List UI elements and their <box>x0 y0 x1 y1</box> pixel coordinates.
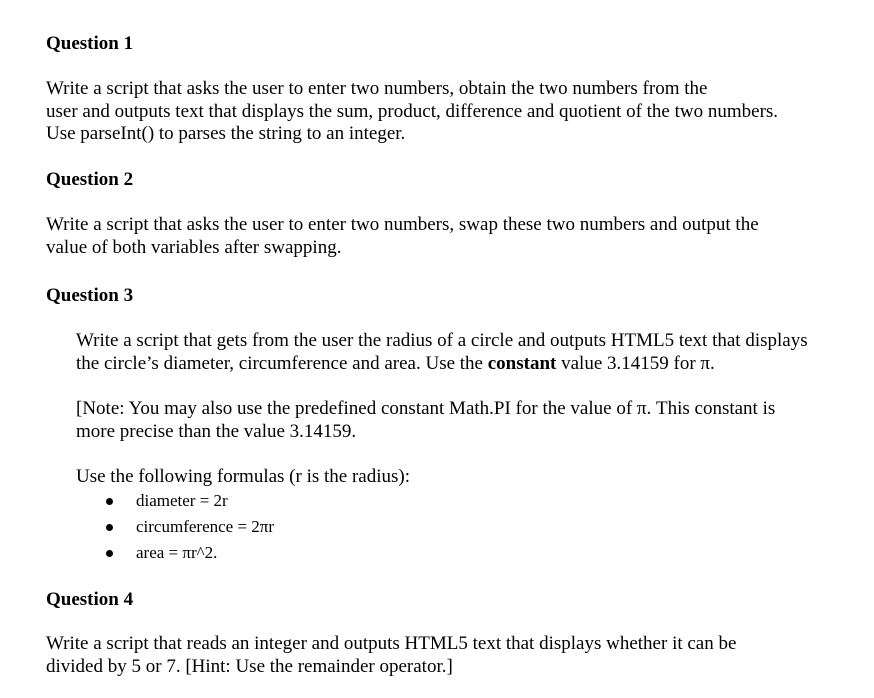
formula-text: diameter = 2r <box>136 491 228 510</box>
question-3-note-line-2: more precise than the value 3.14159. <box>76 420 357 442</box>
question-3-intro <box>76 330 808 375</box>
formula-text: area = πr^2. <box>136 543 218 562</box>
question-3-intro-text-before: the circle’s diameter, circumference and area. Use the <box>76 352 488 374</box>
formula-list <box>106 490 274 568</box>
question-2-line-1: Write a script that asks the user to enter two numbers, swap these two numbers and output the <box>46 214 759 235</box>
bullet-icon <box>106 498 113 505</box>
formula-item-area <box>106 542 274 568</box>
formula-item-diameter <box>106 490 274 516</box>
formula-item-circumference <box>106 516 274 542</box>
question-3-intro-line-2 <box>76 353 808 376</box>
question-1-heading: Question 1 <box>46 33 134 54</box>
bullet-icon <box>106 524 113 531</box>
formula-text: circumference = 2πr <box>136 517 275 536</box>
question-3-formulas-intro <box>76 466 410 489</box>
question-2-heading: Question 2 <box>46 169 134 190</box>
formulas-intro-line: Use the following formulas (r is the radius): <box>76 466 411 487</box>
bullet-icon <box>106 550 113 557</box>
question-3-heading: Question 3 <box>46 285 134 306</box>
question-1-text <box>46 78 778 146</box>
question-3-intro-line-1: Write a script that gets from the user the radius of a circle and outputs HTML5 text that displays <box>76 330 808 351</box>
question-1-line-1: Write a script that asks the user to enter two numbers, obtain the two numbers from the <box>46 78 708 99</box>
question-1-line-2: user and outputs text that displays the sum, product, difference and quotient of the two numbers. <box>46 100 779 122</box>
question-3-note <box>76 398 775 443</box>
question-3-intro-text-after: value 3.14159 for π. <box>556 352 715 374</box>
question-1-line-3: Use parseInt() to parses the string to an integer. <box>46 123 406 144</box>
question-2-text <box>46 214 759 259</box>
question-4-line-2: divided by 5 or 7. [Hint: Use the remainder operator.] <box>46 655 453 677</box>
question-4-text <box>46 633 736 678</box>
question-3-note-line-1: [Note: You may also use the predefined constant Math.PI for the value of π. This constant is <box>76 398 776 419</box>
question-4-heading: Question 4 <box>46 589 134 610</box>
question-2-line-2: value of both variables after swapping. <box>46 236 342 258</box>
constant-keyword: constant <box>487 352 557 374</box>
question-4-line-1: Write a script that reads an integer and outputs HTML5 text that displays whether it can be <box>46 633 737 654</box>
